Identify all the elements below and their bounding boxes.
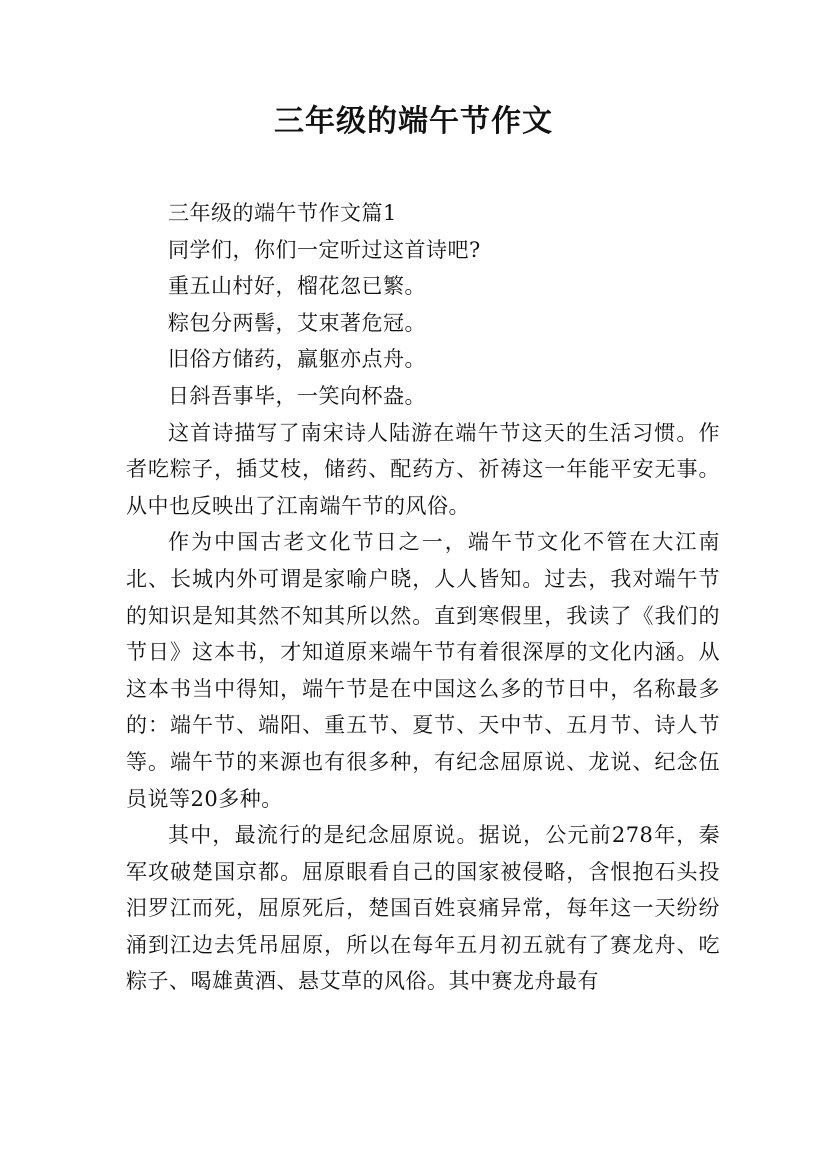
poem-line-4: 日斜吾事毕，一笑向杯盎。 [168,383,426,408]
paragraph-2: 作为中国古老文化节日之一，端午节文化不管在大江南北、长城内外可谓是家喻户晓，人人皆知。过去，我对端午节的知识是知其然不知其所以然。直到寒假里，我读了《我们的节日》这本书，才知道原来端午节有着很深厚的文化内涵。从这本书当中得知，端午节是在中国这么多的节日中，名称最多的：端午节、端阳、重五节、夏节、天中节、五月节、诗人节等。端午节的来源也有很多种，有纪念屈原说、龙说、纪念伍员说等20多种。 [126,530,720,811]
section-heading: 三年级的端午节作文篇1 [168,201,397,225]
paragraph-1: 这首诗描写了南宋诗人陆游在端午节这天的生活习惯。作者吃粽子，插艾枝，储药、配药方、祈祷这一年能平安无事。从中也反映出了江南端午节的风俗。 [126,420,720,518]
poem-line-1: 重五山村好，榴花忽已繁。 [168,274,426,299]
document-title: 三年级的端午节作文 [274,104,553,139]
paragraph-3: 其中，最流行的是纪念屈原说。据说，公元前278年，秦军攻破楚国京都。屈原眼看自己的国家被侵略，含恨抱石头投汨罗江而死，屈原死后，楚国百姓哀痛异常，每年这一天纷纷涌到江边去凭吊屈原，所以在每年五月初五就有了赛龙舟、吃粽子、喝雄黄酒、悬艾草的风俗。其中赛龙舟最有 [126,823,720,994]
poem-line-3: 旧俗方储药，羸躯亦点舟。 [168,347,426,372]
poem-line-2: 粽包分两髻，艾束著危冠。 [168,310,426,335]
intro-line: 同学们，你们一定听过这首诗吧? [168,237,481,262]
document-body [126,195,720,1000]
